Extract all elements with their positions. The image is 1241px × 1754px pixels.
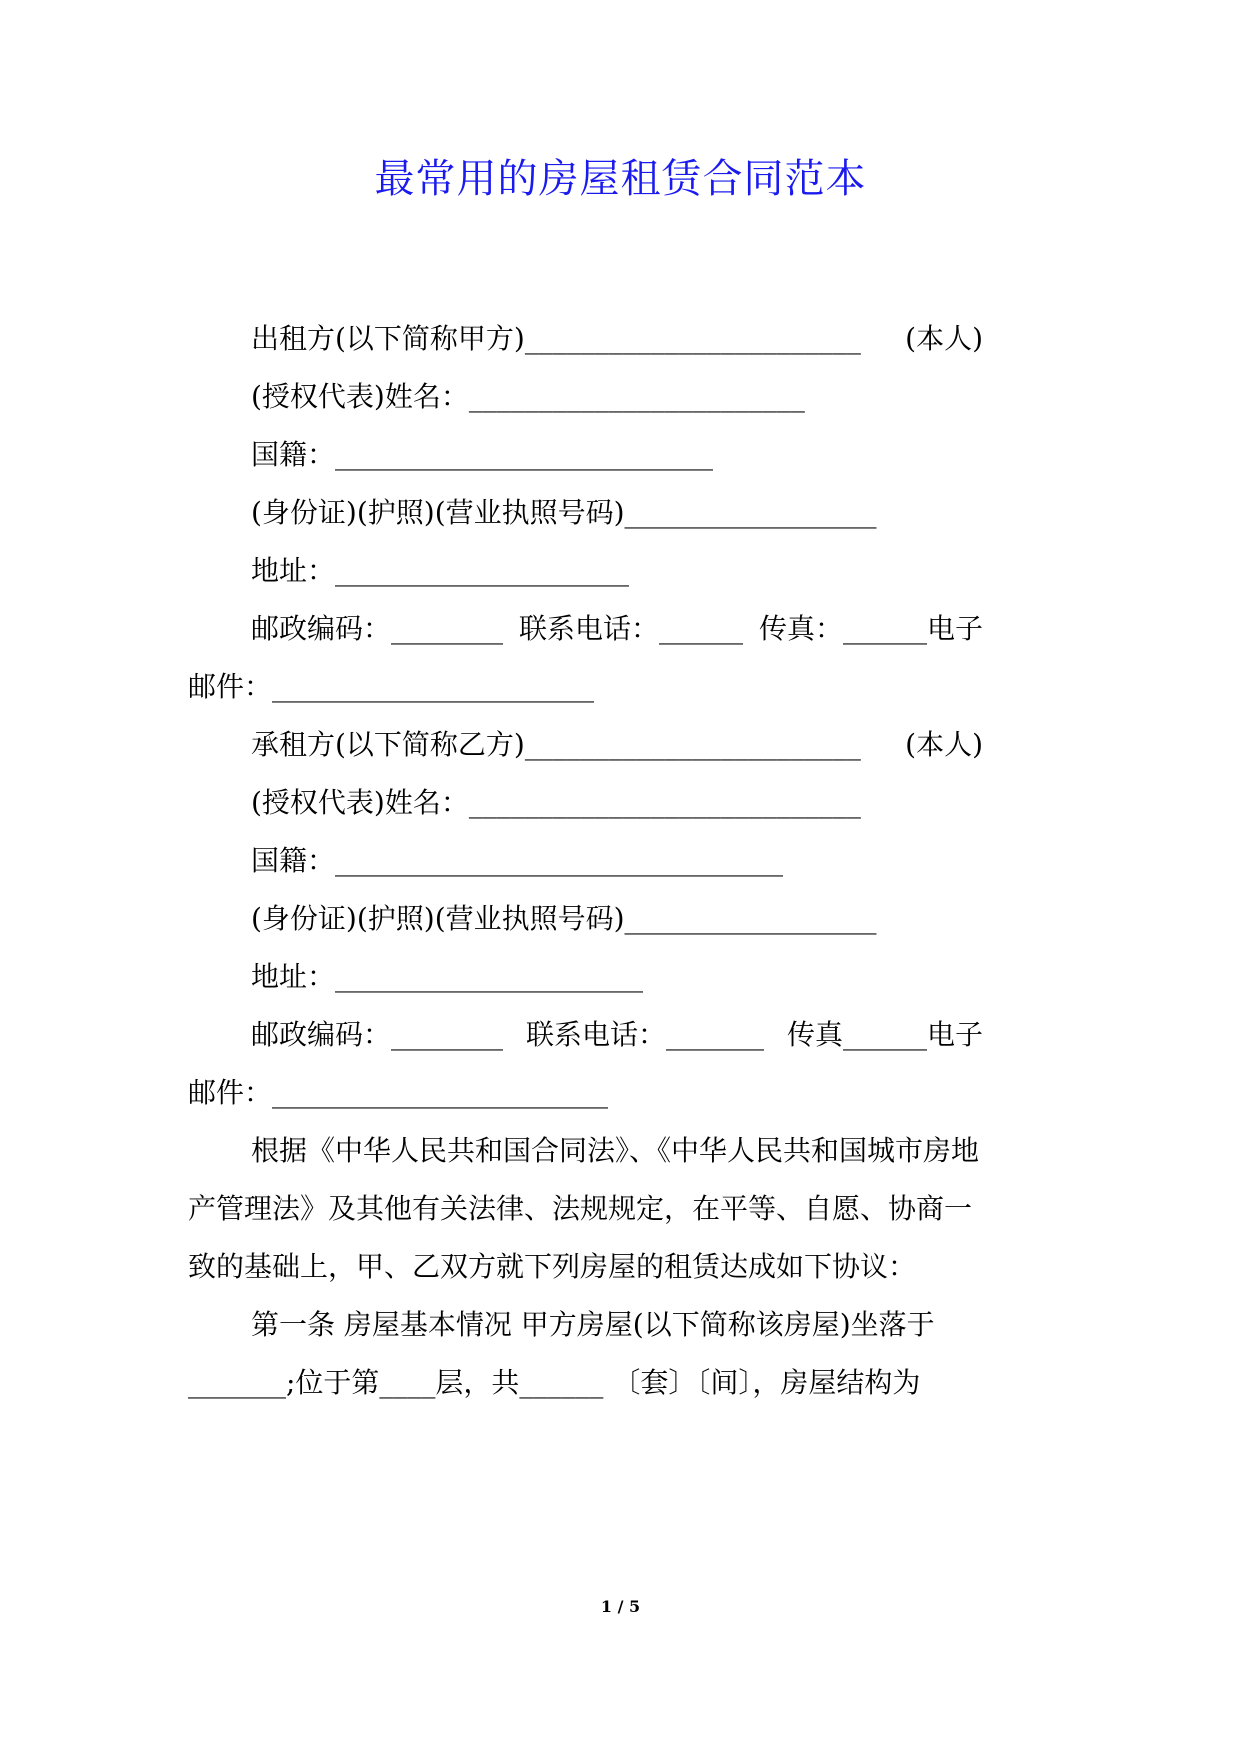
basis-paragraph-line: 根据《中华人民共和国合同法》、《中华人民共和国城市房地: [251, 1134, 980, 1167]
lessee-id-field: (身份证)(护照)(营业执照号码)__________________: [251, 902, 877, 935]
lessor-name-field: (授权代表)姓名：________________________: [251, 380, 805, 413]
lessee-email-field: 邮件：________________________: [188, 1076, 609, 1109]
article-1-line: _______;位于第____层，共______ 〔套〕〔间〕，房屋结构为: [188, 1366, 921, 1399]
lessee-contact-line: [251, 1015, 983, 1055]
basis-paragraph-line: 致的基础上，甲、乙双方就下列房屋的租赁达成如下协议：: [188, 1250, 917, 1283]
article-1-line: 第一条 房屋基本情况 甲方房屋(以下简称该房屋)坐落于: [251, 1308, 935, 1341]
lessor-postcode-field: 邮政编码：________: [251, 612, 504, 645]
lessee-postcode-field: 邮政编码：________: [251, 1018, 504, 1051]
lessee-label: 承租方(以下简称乙方)________________________: [251, 728, 861, 761]
lessor-address-field: 地址：_____________________: [251, 554, 630, 587]
basis-paragraph-line: 产管理法》及其他有关法律、法规规定，在平等、自愿、协商一: [188, 1192, 973, 1225]
lessor-fax-field: 传真：______电子: [758, 612, 983, 645]
lessee-self-label: (本人): [905, 728, 983, 761]
page-title: 最常用的房屋租赁合同范本: [374, 156, 867, 202]
lessee-address-field: 地址：______________________: [251, 960, 644, 993]
page-number: 1 / 5: [600, 1597, 641, 1616]
lessor-line: [251, 319, 983, 359]
lessor-phone-field: 联系电话：______: [518, 612, 743, 645]
lessee-line: [251, 725, 983, 765]
lessee-phone-field: 联系电话：_______: [525, 1018, 764, 1051]
lessee-fax-field: 传真______电子: [786, 1018, 983, 1051]
lessor-label: 出租方(以下简称甲方)________________________: [251, 322, 861, 355]
lessor-nationality-field: 国籍：___________________________: [251, 438, 714, 471]
lessor-email-field: 邮件：_______________________: [188, 670, 595, 703]
lessor-self-label: (本人): [905, 322, 983, 355]
lessee-name-field: (授权代表)姓名：____________________________: [251, 786, 861, 819]
lessee-nationality-field: 国籍：________________________________: [251, 844, 784, 877]
lessor-contact-line: [251, 609, 983, 649]
lessor-id-field: (身份证)(护照)(营业执照号码)__________________: [251, 496, 877, 529]
